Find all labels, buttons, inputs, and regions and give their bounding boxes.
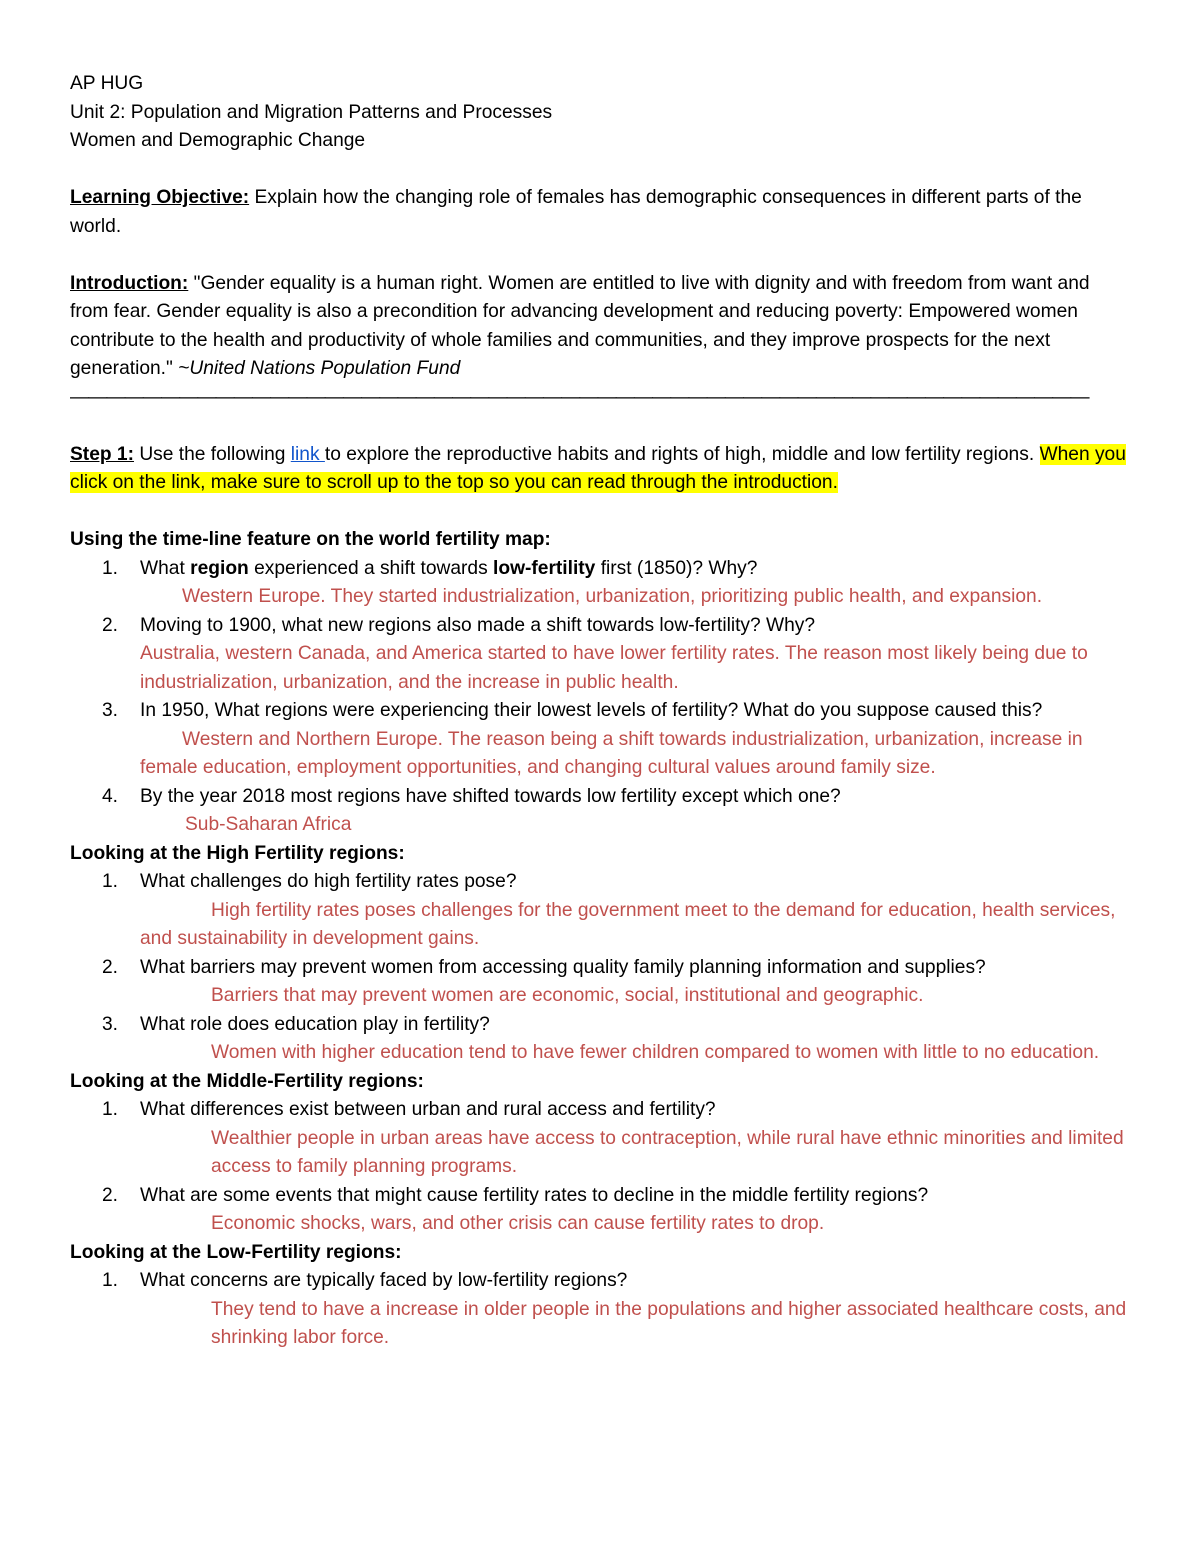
answer-text: Western and Northern Europe. The reason being a shift towards industrialization, urbanization, increase in female education, employment opportunities, and changing cultural values around family size.	[140, 728, 1083, 778]
answer-text: Australia, western Canada, and America started to have lower fertility rates. The reason most likely being due to industrialization, urbanization, and the increase in public health.	[140, 643, 1088, 693]
answer-text: Western Europe. They started industrialization, urbanization, prioritizing public health, and expansion.	[182, 586, 1043, 607]
divider-line: ————————————————————————————————————————————————————————	[70, 386, 1089, 408]
answer-text: Women with higher education tend to have fewer children compared to women with little to no education.	[211, 1042, 1100, 1063]
section-heading-low-fertility: Looking at the Low-Fertility regions:	[70, 1241, 402, 1263]
fertility-map-link[interactable]: link	[290, 443, 325, 465]
question-number: 2.	[102, 956, 119, 978]
question-number: 1.	[102, 1270, 119, 1291]
question-number: 1.	[102, 557, 119, 579]
learning-objective	[70, 184, 1130, 241]
intro-source: ~United Nations Population Fund	[178, 358, 461, 379]
question-item: 1. What challenges do high fertility rates pose?	[70, 868, 1130, 897]
question-number: 4.	[102, 785, 119, 807]
intro-text: "Gender equality is a human right. Women are entitled to live with dignity and with freedom from want and from fear. Gender equality is also a precondition for advancing development and reducing poverty: Empowered women contribute to the health and productivity of whole families and communities, and they improve prospects for the next generation."	[70, 272, 1090, 379]
question-number: 1.	[102, 871, 119, 892]
question-item: 2. What are some events that might cause fertility rates to decline in the middle fertility regions?	[70, 1182, 1130, 1211]
answer-text: High fertility rates poses challenges for the government meet to the demand for education, health services, and sustainability in development gains.	[140, 899, 1116, 949]
question-number: 3.	[102, 1013, 119, 1035]
answer-text: They tend to have a increase in older people in the populations and higher associated healthcare costs, and shrinking labor force.	[211, 1298, 1127, 1348]
answer-text: Barriers that may prevent women are economic, social, institutional and geographic.	[211, 985, 924, 1006]
question-item: 2. Moving to 1900, what new regions also made a shift towards low-fertility? Why?	[70, 612, 1130, 641]
question-number: 2.	[102, 1184, 119, 1206]
question-item: 1. What concerns are typically faced by low-fertility regions?	[70, 1267, 1130, 1296]
question-item: 2. What barriers may prevent women from accessing quality family planning information and supplies?	[70, 954, 1130, 983]
header-unit: Unit 2: Population and Migration Patterns and Processes	[70, 101, 553, 123]
answer-text: Wealthier people in urban areas have access to contraception, while rural have ethnic minorities and limited access to family planning programs.	[211, 1127, 1124, 1177]
question-item: 4. By the year 2018 most regions have shifted towards low fertility except which one?	[70, 783, 1130, 812]
step1-label: Step 1:	[70, 443, 134, 465]
objective-text: Explain how the changing role of females has demographic consequences in different parts of the world.	[70, 187, 1082, 237]
step-1	[70, 441, 1130, 498]
question-item: 1. What differences exist between urban and rural access and fertility?	[70, 1096, 1130, 1125]
question-number: 1.	[102, 1099, 119, 1120]
objective-label: Learning Objective:	[70, 187, 250, 208]
header-topic: Women and Demographic Change	[70, 130, 366, 151]
question-item: 1. What region experienced a shift towards low-fertility first (1850)? Why?	[70, 555, 1130, 584]
section-heading-middle-fertility: Looking at the Middle-Fertility regions:	[70, 1070, 424, 1092]
question-number: 2.	[102, 614, 119, 636]
step1-text1: Use the following	[133, 443, 291, 465]
answer-text: Economic shocks, wars, and other crisis can cause fertility rates to drop.	[211, 1213, 825, 1234]
question-item: 3. In 1950, What regions were experiencing their lowest levels of fertility? What do you suppose caused this?	[70, 697, 1130, 726]
section-heading-timeline: Using the time-line feature on the world fertility map:	[70, 529, 551, 550]
question-item: 3. What role does education play in fertility?	[70, 1011, 1130, 1040]
header-course: AP HUG	[70, 73, 144, 94]
step1-text2: to explore the reproductive habits and rights of high, middle and low fertility regions.	[324, 443, 1040, 465]
answer-text: Sub-Saharan Africa	[185, 814, 352, 835]
intro-label: Introduction:	[70, 272, 189, 294]
step1-highlight: When you click on the link, make sure to scroll up to the top so you can read through the introduction.	[70, 443, 1126, 493]
section-heading-high-fertility: Looking at the High Fertility regions:	[70, 842, 405, 864]
question-number: 3.	[102, 700, 119, 721]
introduction	[70, 270, 1130, 384]
